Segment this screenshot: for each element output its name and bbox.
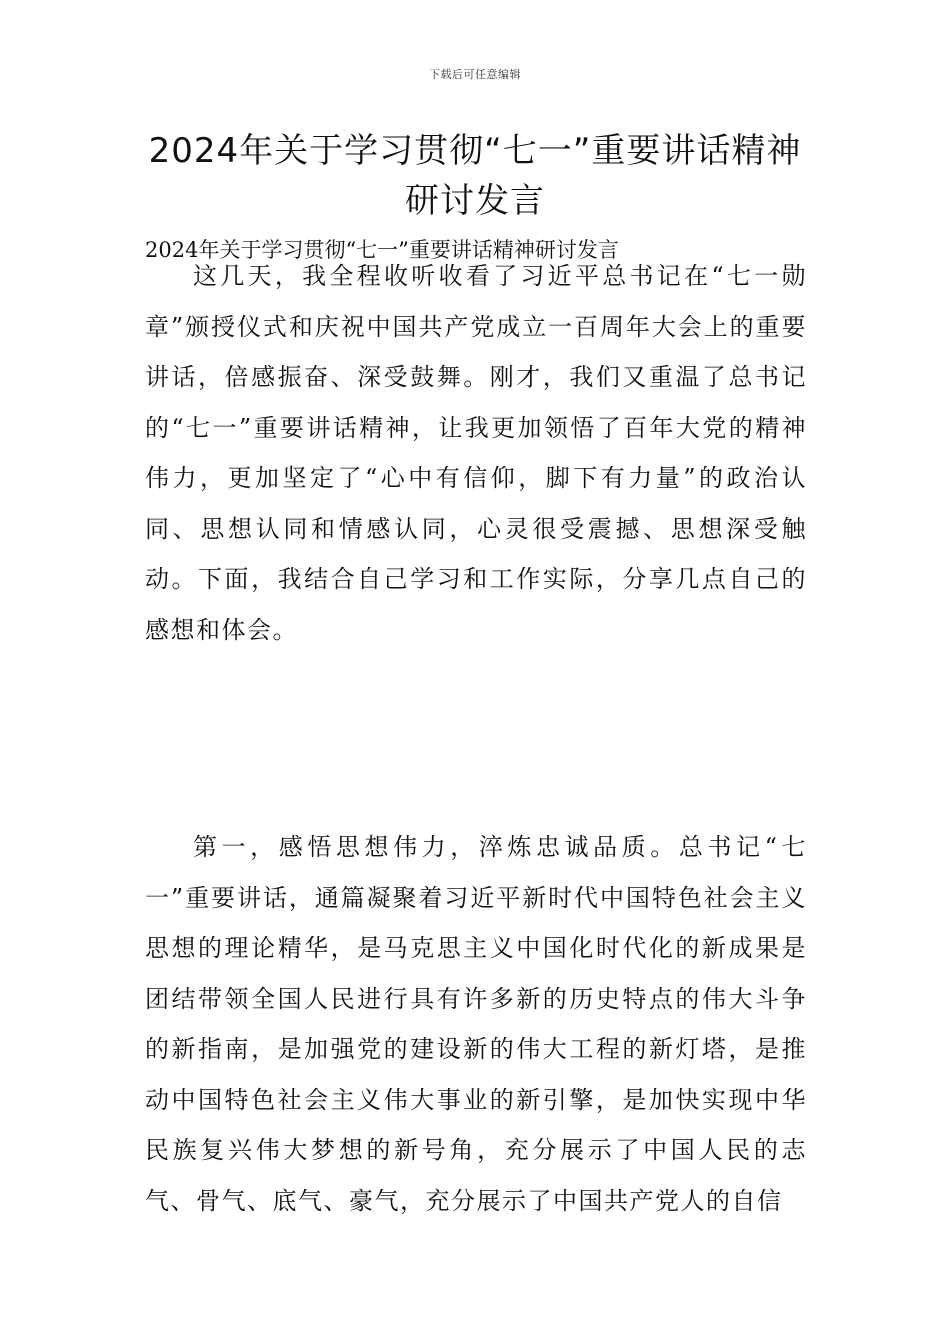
header-note: 下载后可任意编辑 — [429, 68, 521, 81]
body-paragraph: 这几天，我全程收听收看了习近平总书记在“七一勋章”颁授仪式和庆祝中国共产党成立一百周年大会上的重要讲话，倍感振奋、深受鼓舞。刚才，我们又重温了总书记的“七一”重要讲话精神，让我更加领悟了百年大党的精神伟力，更加坚定了“心中有信仰，脚下有力量”的政治认同、思想认同和情感认同，心灵很受震撼、思想深受触动。下面，我结合自己学习和工作实际，分享几点自己的感想和体会。 — [145, 262, 807, 644]
body-paragraph: 第一，感悟思想伟力，淬炼忠诚品质。总书记“七一”重要讲话，通篇凝聚着习近平新时代中国特色社会主义思想的理论精华，是马克思主义中国化时代化的新成果是团结带领全国人民进行具有许多新的历史特点的伟大斗争的新指南，是加强党的建设新的伟大工程的新灯塔，是推动中国特色社会主义伟大事业的新引擎，是加快实现中华民族复兴伟大梦想的新号角，充分展示了中国人民的志气、骨气、底气、豪气，充分展示了中国共产党人的自信 — [145, 833, 807, 1215]
document-subtitle: 2024年关于学习贯彻“七一”重要讲话精神研讨发言 — [145, 238, 619, 262]
document-title: 2024年关于学习贯彻“七一”重要讲话精神研讨发言 — [148, 131, 802, 221]
